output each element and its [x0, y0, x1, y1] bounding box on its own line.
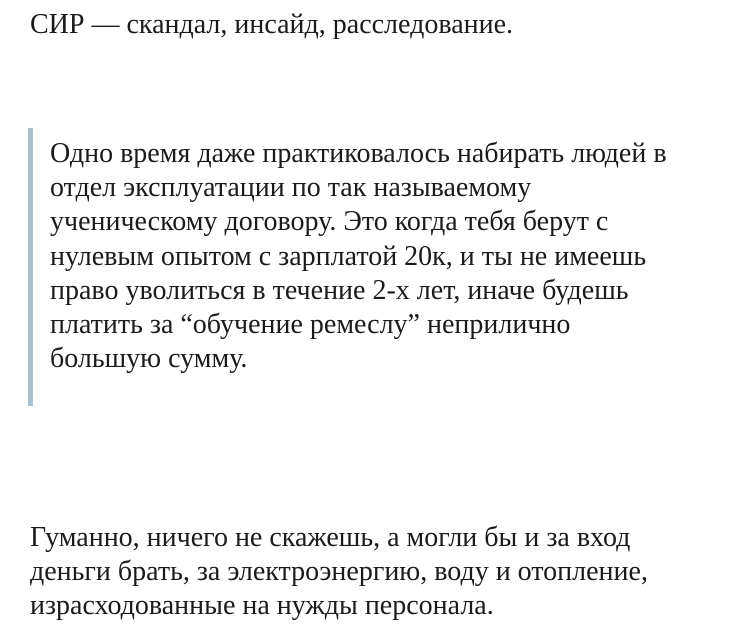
- quote-line: Одно время даже практиковалось набирать людей в: [50, 138, 667, 169]
- quote-line: отдел эксплуатации по так называемому: [50, 172, 532, 204]
- paragraph-line: деньги брать, за электроэнергию, воду и отопление,: [30, 556, 648, 587]
- paragraph-line: израсходованные на нужды персонала.: [30, 590, 494, 621]
- page-title: СИР — скандал, инсайд, расследование.: [30, 9, 514, 40]
- quote-text: [50, 137, 725, 376]
- quote-line: право уволиться в течение 2-х лет, иначе будешь: [50, 274, 629, 306]
- quote-line: большую сумму.: [50, 343, 248, 375]
- body-paragraph: [30, 521, 730, 623]
- quote-line: ученическому договору. Это когда тебя берут с: [50, 206, 609, 238]
- quote-line: нулевым опытом с зарплатой 20к, и ты не имеешь: [50, 240, 647, 272]
- quote-line: платить за “обучение ремеслу” неприлично: [50, 309, 571, 341]
- blockquote: [28, 128, 728, 406]
- paragraph-line: Гуманно, ничего не скажешь, а могли бы и за вход: [30, 522, 631, 553]
